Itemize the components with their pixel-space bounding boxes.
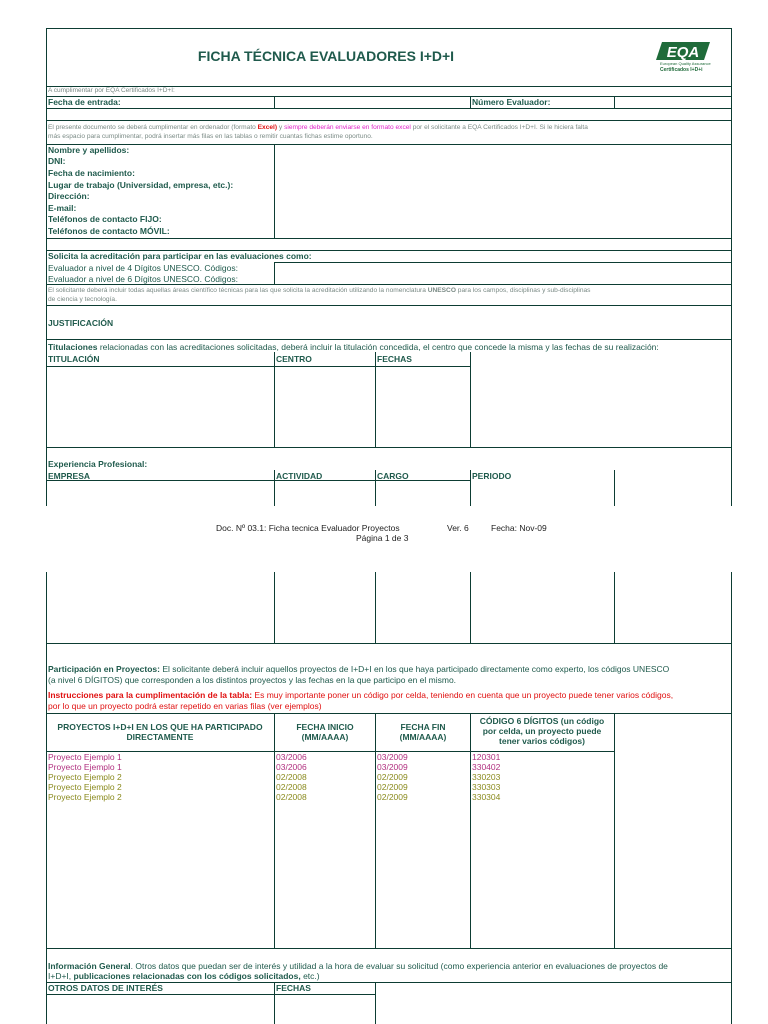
project-end: 03/2009	[377, 762, 408, 772]
footer-version: Ver. 6	[447, 523, 469, 533]
col-proyectos: PROYECTOS I+D+I EN LOS QUE HA PARTICIPADO DIRECTAMENTE	[57, 722, 263, 742]
acreditacion-6-digitos: Evaluador a nivel de 6 Dígitos UNESCO. Códigos:	[48, 274, 238, 284]
eqa-logo	[656, 40, 716, 76]
col-fechas: FECHAS	[377, 354, 412, 364]
col-codigo: CÓDIGO 6 DÍGITOS (un código por celda, un proyecto puede tener varios códigos)	[479, 716, 605, 746]
info-general-line-1: Información General. Otros datos que puedan ser de interés y utilidad a la hora de evaluar su solicitud (como experiencia anterior en evaluaciones de proyectos de	[48, 961, 668, 971]
project-start: 03/2006	[276, 762, 307, 772]
experiencia-heading: Experiencia Profesional:	[48, 459, 148, 469]
instrucciones-tabla-line-2: por lo que un proyecto podrá estar repetido en varias filas (ver ejemplos)	[48, 701, 322, 711]
instructions-line-2: más espacio para cumplimentar, podrá insertar más filas en las tablas o remitir cuantas fichas estime oportuno.	[48, 133, 373, 140]
fecha-entrada-field[interactable]	[276, 97, 468, 107]
personal-data-field[interactable]	[276, 145, 730, 237]
project-code: 330203	[472, 772, 501, 782]
footer-page: Página 1 de 3	[356, 533, 409, 543]
svg-text:EQA: EQA	[666, 44, 700, 61]
project-end: 02/2009	[377, 772, 408, 782]
instructions-line-1: El presente documento se deberá cumplimentar en ordenador (formato Excel) y siempre deberán enviarse en formato excel por el solicitante a EQA Certificados I+D+I. Si le hiciera falta	[48, 124, 588, 131]
acreditacion-note-line-2: de ciencia y tecnología.	[48, 296, 117, 303]
titulaciones-intro: Titulaciones relacionadas con las acreditaciones solicitadas, deberá incluir la titulación concedida, el centro que concede la misma y las fechas de su realización:	[48, 342, 659, 352]
project-start: 02/2008	[276, 772, 307, 782]
project-end: 02/2009	[377, 792, 408, 802]
frame-left	[46, 28, 47, 506]
field-label-telefono-fijo: Teléfonos de contacto FIJO:	[48, 214, 162, 224]
participacion-line-1: Participación en Proyectos: El solicitante deberá incluir aquellos proyectos de I+D+I en los que haya participado directamente como experto, los códigos UNESCO	[48, 664, 670, 674]
col-actividad: ACTIVIDAD	[276, 471, 323, 481]
numero-evaluador-field[interactable]	[616, 97, 730, 107]
col-cargo: CARGO	[377, 471, 409, 481]
acreditacion-title: Solicita la acreditación para participar en las evaluaciones como:	[48, 251, 312, 261]
acreditacion-4-field[interactable]	[276, 263, 730, 273]
project-start: 02/2008	[276, 782, 307, 792]
logo-subtitle-1: European Quality Assurance	[660, 61, 711, 66]
project-name: Proyecto Ejemplo 1	[48, 762, 122, 772]
numero-evaluador-label: Número Evaluador:	[472, 97, 551, 107]
acreditacion-6-field[interactable]	[276, 274, 730, 284]
col-otros-datos: OTROS DATOS DE INTERÉS	[48, 983, 163, 993]
project-code: 330303	[472, 782, 501, 792]
frame-top	[46, 28, 732, 29]
field-label-direccion: Dirección:	[48, 191, 90, 201]
col-fecha-inicio: FECHA INICIO (MM/AAAA)	[296, 722, 354, 742]
page-title: FICHA TÉCNICA EVALUADORES I+D+I	[197, 48, 455, 64]
titulacion-cell[interactable]	[48, 368, 272, 446]
info-general-line-2: I+D+I, publicaciones relacionadas con los códigos solicitados, etc.)	[48, 971, 320, 981]
acreditacion-4-digitos: Evaluador a nivel de 4 Dígitos UNESCO. Códigos:	[48, 263, 238, 273]
col-empresa: EMPRESA	[48, 471, 91, 481]
field-label-lugar-trabajo: Lugar de trabajo (Universidad, empresa, etc.):	[48, 180, 234, 190]
project-end: 02/2009	[377, 782, 408, 792]
project-start: 03/2006	[276, 752, 307, 762]
col-periodo: PERIODO	[472, 471, 512, 481]
footer-doc: Doc. Nº 03.1: Ficha tecnica Evaluador Proyectos	[216, 523, 400, 533]
frame-right	[731, 28, 732, 506]
project-start: 02/2008	[276, 792, 307, 802]
field-label-email: E-mail:	[48, 203, 77, 213]
project-name: Proyecto Ejemplo 2	[48, 782, 122, 792]
instrucciones-tabla-line-1: Instrucciones para la cumplimentación de la tabla: Es muy importante poner un código por celda, teniendo en cuenta que un proyecto puede tener varios códigos,	[48, 690, 674, 700]
fecha-entrada-label: Fecha de entrada:	[48, 97, 121, 107]
project-end: 03/2009	[377, 752, 408, 762]
project-code: 330402	[472, 762, 501, 772]
project-code: 330304	[472, 792, 501, 802]
project-name: Proyecto Ejemplo 2	[48, 792, 122, 802]
field-label-dni: DNI:	[48, 156, 66, 166]
col-otros-fechas: FECHAS	[276, 983, 311, 993]
footer-fecha: Fecha: Nov-09	[491, 523, 547, 533]
project-name: Proyecto Ejemplo 2	[48, 772, 122, 782]
justificacion-heading: JUSTIFICACIÓN	[48, 318, 114, 328]
field-label-nombre: Nombre y apellidos:	[48, 145, 130, 155]
participacion-line-2: (a nivel 6 DÍGITOS) que corresponden a los distintos proyectos y las fechas en la que participo en el mismo.	[48, 675, 457, 685]
col-centro: CENTRO	[276, 354, 312, 364]
project-name: Proyecto Ejemplo 1	[48, 752, 122, 762]
field-label-telefono-movil: Teléfonos de contacto MÓVIL:	[48, 226, 170, 236]
project-code: 120301	[472, 752, 501, 762]
col-fecha-fin: FECHA FIN (MM/AAAA)	[399, 722, 447, 742]
acreditacion-note-line-1: El solicitante deberá incluir todas aquellas áreas científico técnicas para las que solicita la acreditación utilizando la nomenclatura UNESCO para los campos, disciplinas y sub-disciplinas	[48, 287, 591, 294]
logo-subtitle-2: Certificados I+D+i	[660, 67, 703, 73]
field-label-nacimiento: Fecha de nacimiento:	[48, 168, 135, 178]
fill-note: A cumplimentar por EQA Certificados I+D+I:	[48, 87, 175, 94]
col-titulacion: TITULACIÓN	[48, 354, 100, 364]
